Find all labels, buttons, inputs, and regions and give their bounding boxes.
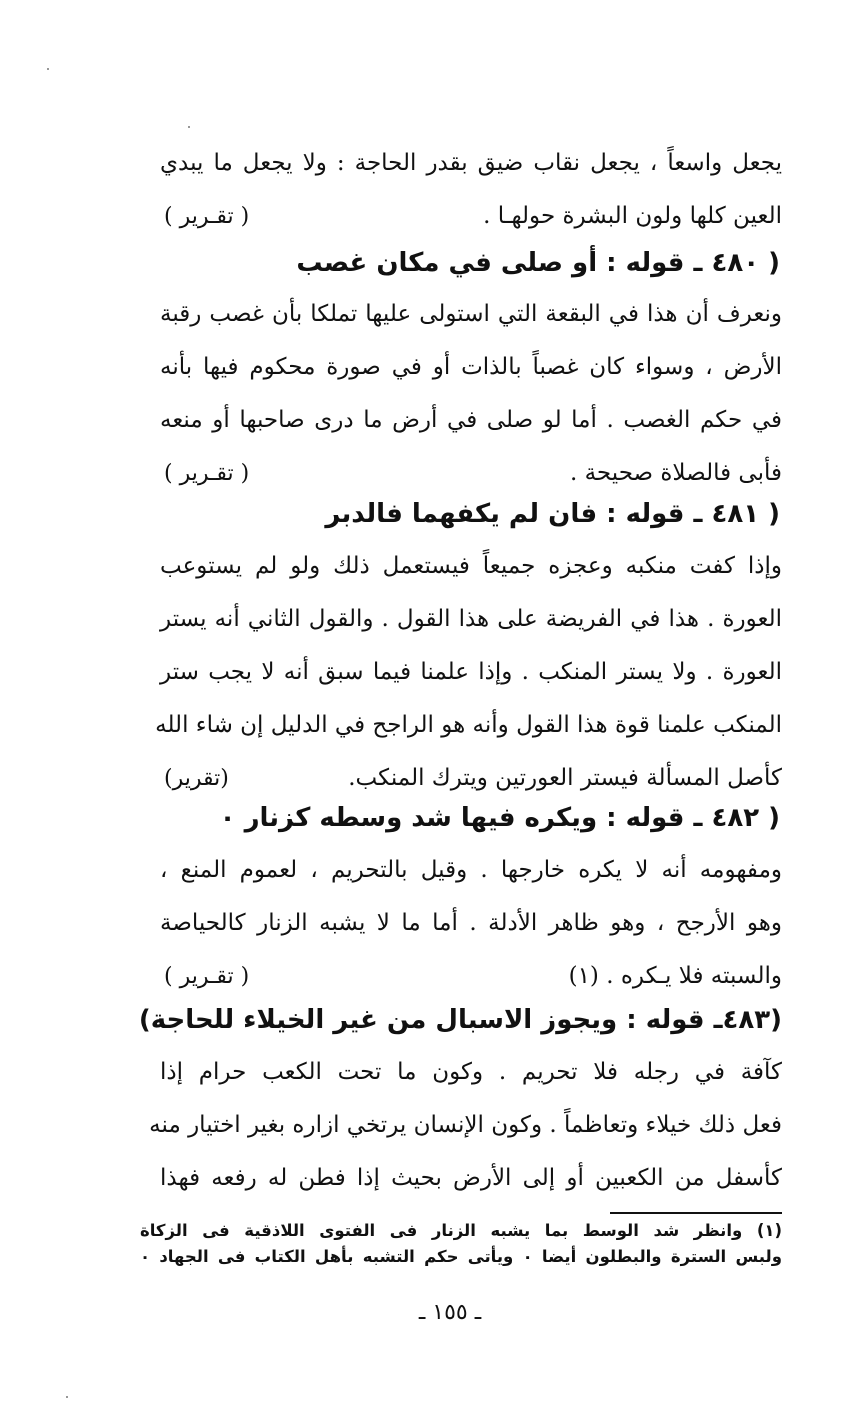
text-line: وإذا كفت منكبه وعجزه جميعاً فيستعمل ذلك ولو لم يستوعب	[160, 553, 782, 579]
text-line-content: كأصل المسألة فيستر العورتين ويترك المنكب.	[348, 765, 782, 791]
section-heading-482: ( ٤٨٢ ـ قوله : ويكره فيها شد وسطه كزنار ٠	[219, 803, 780, 833]
text-line: وهو الأرجح ، وهو ظاهر الأدلة . أما ما لا يشبه الزنار كالحياصة	[160, 910, 782, 936]
footnote-line: (١) وانظر شد الوسط بما يشبه الزنار فى الفتوى اللاذقية فى الزكاة	[140, 1221, 782, 1240]
text-line	[160, 190, 782, 243]
text-line: كآفة في رجله فلا تحريم . وكون ما تحت الكعب حرام إذا	[160, 1059, 782, 1085]
report-tag: ( تقـرير )	[164, 964, 250, 989]
footnote-line: ولبس السترة والبطلون أيضا ٠ ويأتى حكم التشبه بأهل الكتاب فى الجهاد ٠	[140, 1247, 782, 1266]
report-tag: (تقرير)	[164, 766, 229, 791]
section-body-480	[160, 288, 782, 500]
footnote	[140, 1218, 782, 1270]
section-body-482	[160, 844, 782, 1003]
intro-paragraph	[160, 137, 782, 243]
text-line: الأرض ، وسواء كان غصباً بالذات أو في صورة محكوم فيها بأنه	[160, 354, 782, 380]
scan-speck	[47, 68, 49, 70]
section-heading-481: ( ٤٨١ ـ قوله : فان لم يكفهما فالدبر	[325, 499, 780, 529]
text-line: المنكب علمنا قوة هذا القول وأنه هو الراجح في الدليل إن شاء الله	[155, 712, 782, 738]
text-line: يجعل واسعاً ، يجعل نقاب ضيق بقدر الحاجة : ولا يجعل ما يبدي	[160, 150, 782, 176]
section-heading-480: ( ٤٨٠ ـ قوله : أو صلى في مكان غصب	[296, 248, 780, 278]
text-line: كأسفل من الكعبين أو إلى الأرض بحيث إذا فطن له رفعه فهذا	[160, 1165, 782, 1191]
text-line: ومفهومه أنه لا يكره خارجها . وقيل بالتحريم ، لعموم المنع ،	[160, 857, 782, 883]
text-line	[160, 950, 782, 1003]
section-heading-483: (٤٨٣ـ قوله : ويجوز الاسبال من غير الخيلاء للحاجة)	[138, 1005, 782, 1035]
text-line-content: والسبته فلا يـكره . (١)	[568, 963, 782, 989]
footnote-divider	[610, 1212, 782, 1214]
report-tag: ( تقـرير )	[164, 461, 250, 486]
text-line: فعل ذلك خيلاء وتعاظماً . وكون الإنسان يرتخي ازاره بغير اختيار منه	[149, 1112, 782, 1138]
text-line-content: فأبى فالصلاة صحيحة .	[569, 460, 782, 486]
scan-speck	[66, 1396, 68, 1398]
text-line	[160, 447, 782, 500]
section-body-483	[149, 1046, 782, 1205]
text-line: العورة . هذا في الفريضة على هذا القول . والقول الثاني أنه يستر	[160, 606, 782, 632]
scan-speck	[188, 126, 190, 128]
text-line: في حكم الغصب . أما لو صلى في أرض ما درى صاحبها أو منعه	[160, 407, 782, 433]
text-line-content: العين كلها ولون البشرة حولهـا .	[483, 203, 782, 229]
report-tag: ( تقـرير )	[164, 204, 250, 229]
text-line: العورة . ولا يستر المنكب . وإذا علمنا فيما سبق أنه لا يجب ستر	[160, 659, 782, 685]
text-line: ونعرف أن هذا في البقعة التي استولى عليها تملكا بأن غصب رقبة	[160, 301, 782, 327]
page-number: ـ ١٥٥ ـ	[418, 1300, 482, 1325]
section-body-481	[155, 540, 782, 805]
